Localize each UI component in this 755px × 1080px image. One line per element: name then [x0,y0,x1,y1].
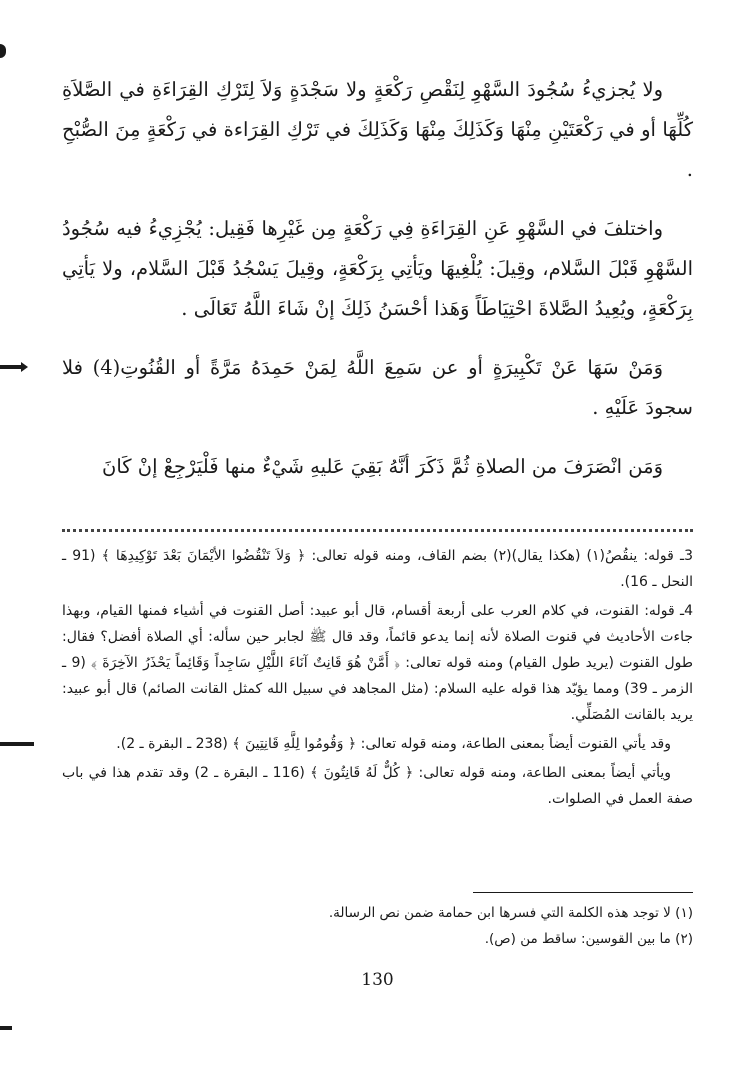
margin-arrow-mark [0,1026,12,1030]
main-paragraph: وَمَن انْصَرَفَ من الصلاةِ ثُمَّ ذَكَرَ أنَّهُ بَقِيَ عَليهِ شَيْءٌ منها فَلْيَرْجِعْ إنْ كَانَ [102,455,663,478]
main-paragraph: وَمَنْ سَهَا عَنْ تَكْبِيرَةٍ أو عن سَمِعَ اللَّهُ لِمَنْ حَمِدَهُ مَرَّةً أو القُنُوتِ(4) فلا سجودَ عَلَيْهِ . [62,356,693,419]
note-4-continued: وقد يأتي القنوت أيضاً بمعنى الطاعة، ومنه قوله تعالى: ﴿ وَقُومُوا لِلَّهِ قَانِتِينَ ﴾ (238 ـ البقرة ـ 2). [116,736,671,752]
commentary-notes [62,543,693,815]
footnote-separator [473,892,693,893]
note-4-continued: ويأتي أيضاً بمعنى الطاعة، ومنه قوله تعالى: ﴿ كُلٌّ لَهُ قَانِتُونَ ﴾ (116 ـ البقرة ـ 2) وقد تقدم هذا في باب صفة العمل في الصلوات. [62,765,693,807]
dotted-separator [62,529,693,532]
main-text-body [62,70,693,487]
footnote-2: (٢) ما بين القوسين: ساقط من (ص). [484,931,693,947]
margin-arrow-mark [0,365,22,369]
main-paragraph: ولا يُجزيءُ سُجُودَ السَّهْوِ لِنَقْصِ رَكْعَةٍ ولا سَجْدَةٍ وَلاَ لِتَرْكِ القِرَاءَةِ في الصَّلاَةِ كُلِّهَا أو في رَكْعَتَيْنِ مِنْهَا وَكَذَلِكَ مِنْهَا وَكَذَلِكَ في تَرْكِ القِرَاءة في رَكْعَةٍ مِنَ الصُّبْحِ . [62,78,693,181]
footnote-1: (١) لا توجد هذه الكلمة التي فسرها ابن حمامة ضمن نص الرسالة. [328,905,693,921]
margin-arrow-mark [0,742,34,746]
note-3: 3ـ قوله: ينقُصُ(١) (هكذا يقال)(٢) بضم القاف، ومنه قوله تعالى: ﴿ وَلاَ تَنْقُضُوا الأيْمَانَ بَعْدَ تَوْكِيدِهَا ﴾ (91 ـ النحل ـ 16). [62,548,693,590]
main-paragraph: واختلفَ في السَّهْوِ عَنِ القِرَاءَةِ فِي رَكْعَةٍ مِن غَيْرِها فَقِيل: يُجْزِيءُ فيه سُجُودُ السَّهْوِ قَبْلَ السَّلام، وقِيلَ: يُلْغِيهَا ويَأتِي بِرَكْعَةٍ، وقِيلَ يَسْجُدُ قَبْلَ السَّلام، ولا يَأتِي بِرَكْعَةٍ، ويُعِيدُ الصَّلاةَ احْتِيَاطَاً وَهَذا أحْسَنُ ذَلِكَ إنْ شَاءَ اللَّهُ تَعَالَى . [62,217,693,320]
footnotes [62,900,693,952]
page-number: 130 [361,970,394,990]
note-4: 4ـ قوله: القنوت، في كلام العرب على أربعة أقسام، قال أبو عبيد: أصل القنوت في أشياء فمنها القيام، وبهذا جاءت الأحاديث في قنوت الصلاة لأنه إنما يدعو قائماً، وقد قال ﷺ لجابر حين سأله: أي الصلاة أفضل؟ فقال: طول القنوت (يريد طول القيام) ومنه قوله تعالى: ﴿ أَمَّنْ هُوَ قَانِتٌ آنَاءَ اللَّيْلِ سَاجِداً وَقَائِماً يَحْذَرُ الآخِرَةَ ﴾ (9 ـ الزمر ـ 39) ومما يؤيّد هذا قوله عليه السلام: (مثل المجاهد في سبيل الله كمثل القانت الصائم) قال أبو عبيد: يريد بالقانت المُصَلِّي. [62,603,694,723]
margin-mark [0,44,6,58]
